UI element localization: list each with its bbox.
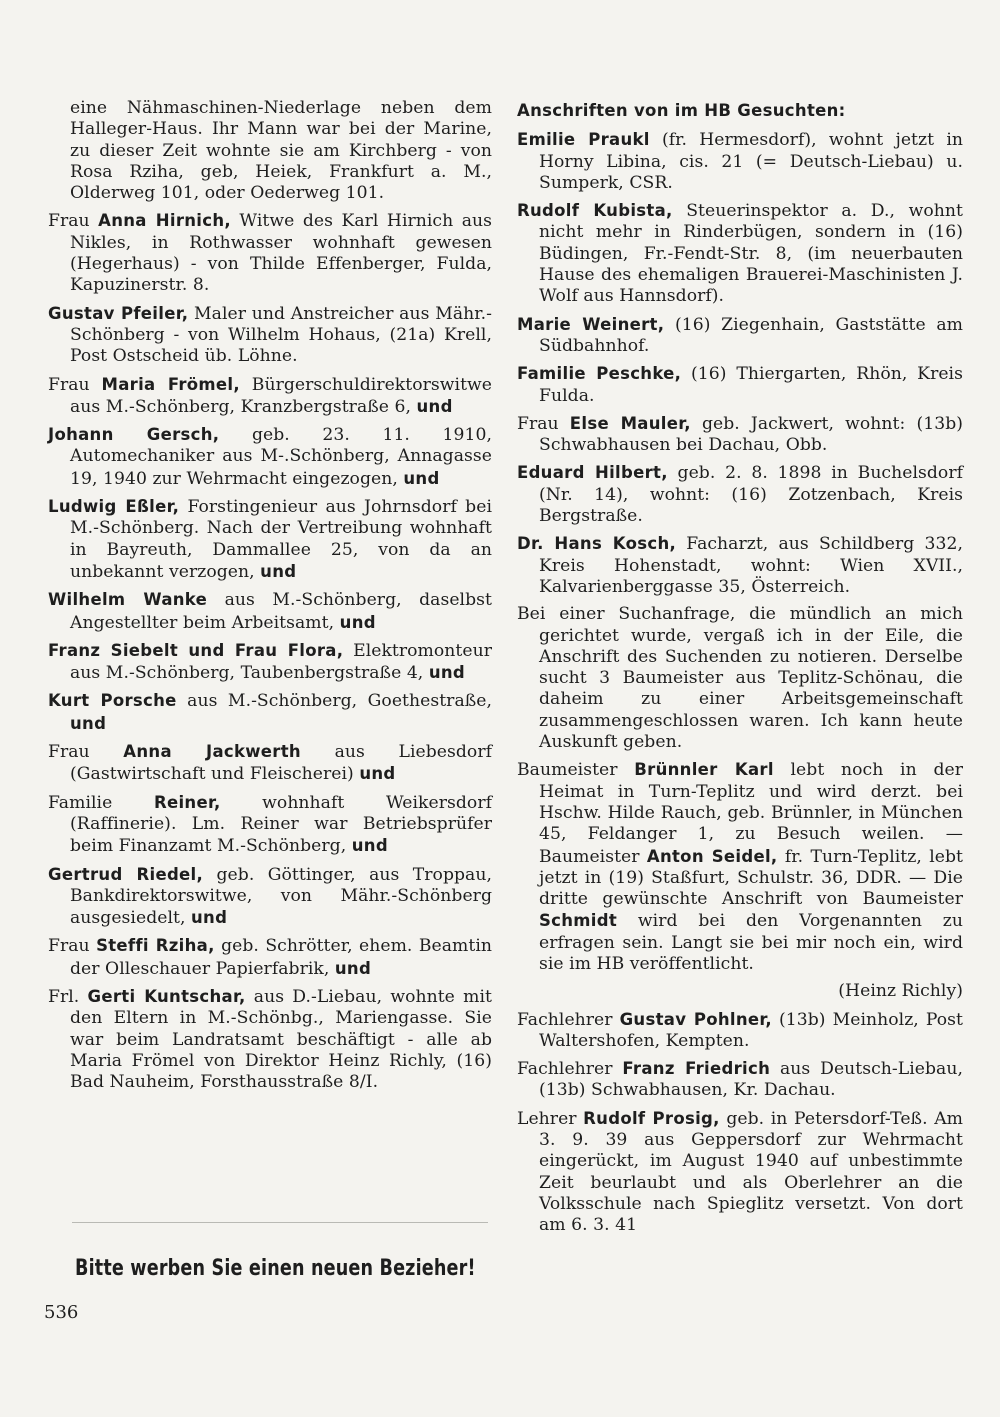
entry: Eduard Hilbert, geb. 2. 8. 1898 in Buchelsdorf (Nr. 14), wohnt: (16) Zotzenbach, Kreis Bergstraße. bbox=[517, 463, 963, 527]
entry: Frau Maria Frömel, Bürgerschuldirektorswitwe aus M.-Schönberg, Kranzbergstraße 6, und bbox=[48, 374, 493, 417]
entry: Kurt Porsche aus M.-Schönberg, Goethestraße, und bbox=[48, 691, 493, 733]
person-name: Anna Jackwerth bbox=[123, 742, 301, 762]
entry: Frau Else Mauler, geb. Jackwert, wohnt: (13b) Schwabhausen bei Dachau, Obb. bbox=[517, 413, 963, 456]
entry: Fachlehrer Franz Friedrich aus Deutsch-Liebau, (13b) Schwabhausen, Kr. Dachau. bbox=[517, 1059, 963, 1101]
person-name: Rudolf Prosig, bbox=[583, 1108, 720, 1128]
person-name: Maria Frömel, bbox=[101, 374, 240, 394]
entry: Franz Siebelt und Frau Flora, Elektromonteur aus M.-Schönberg, Taubenbergstraße 4, und bbox=[48, 640, 492, 684]
person-name: Brünnler Karl bbox=[634, 760, 774, 780]
entry: Gertrud Riedel, geb. Göttinger, aus Troppau, Bankdirektorswitwe, von Mähr.-Schönberg ausgesiedelt, und bbox=[48, 864, 492, 929]
entry: Frau Steffi Rziha, geb. Schrötter, ehem. Beamtin der Olleschauer Papierfabrik, und bbox=[48, 936, 493, 979]
person-name: Reiner, bbox=[153, 792, 221, 812]
divider bbox=[72, 1222, 488, 1223]
person-name: Gustav Pfeiler, bbox=[48, 303, 189, 323]
entry: Marie Weinert, (16) Ziegenhain, Gaststätte am Südbahnhof. bbox=[517, 314, 963, 356]
entry: Lehrer Rudolf Prosig, geb. in Petersdorf-Teß. Am 3. 9. 39 aus Geppersdorf zur Wehrmacht eingerückt, im August 1940 auf unbestimmte Zeit beurlaubt und als Oberlehrer an die Volksschule nach Spieglitz versetzt. Von dort am 6. 3. 41 bbox=[517, 1108, 963, 1236]
entry: Baumeister Brünnler Karl lebt noch in der Heimat in Turn-Teplitz und wird derzt. bei Hschw. Hilde Rauch, geb. Brünnler, in München 45, Feldanger 1, zu Besuch weilen. — Baumeister Anton Seidel, fr. Turn-Teplitz, lebt jetzt in (19) Staßfurt, Schulstr. 36, DDR. — Die dritte gewünschte Anschrift von Baumeister Schmidt wird bei den Vorgenannten zu erfragen sein. Langt sie bei mir noch ein, wird sie im HB veröffentlicht. bbox=[517, 760, 963, 974]
entry: Familie Reiner, wohnhaft Weikersdorf (Raffinerie). Lm. Reiner war Betriebsprüfer beim Finanzamt M.-Schönberg, und bbox=[48, 792, 492, 857]
entry: Gustav Pfeiler, Maler und Anstreicher aus Mähr.-Schönberg - von Wilhelm Hohaus, (21a) Krell, Post Ostscheid üb. Löhne. bbox=[48, 303, 493, 367]
page-number: 536 bbox=[44, 1302, 79, 1323]
entry: Emilie Praukl (fr. Hermesdorf), wohnt jetzt in Horny Libina, cis. 21 (= Deutsch-Liebau) u. Sumperk, CSR. bbox=[517, 130, 963, 193]
person-name: Kurt Porsche bbox=[48, 691, 177, 711]
entry: Frl. Gerti Kuntschar, aus D.-Liebau, wohnte mit den Eltern in M.-Schönbg., Mariengasse. Sie war beim Landratsamt beschäftigt - alle ab Maria Frömel von Direktor Heinz Richly, (16) Bad Nauheim, Forsthausstraße 8/I. bbox=[48, 986, 492, 1093]
person-name: Gustav Pohlner, bbox=[619, 1009, 772, 1029]
person-name: Dr. Hans Kosch, bbox=[517, 534, 677, 554]
left-column bbox=[48, 98, 492, 1099]
person-name: Wilhelm Wanke bbox=[48, 590, 208, 610]
entry: Ludwig Eßler, Forstingenieur aus Johrnsdorf bei M.-Schönberg. Nach der Vertreibung wohnhaft in Bayreuth, Dammallee 25, von da an unbekannt verzogen, und bbox=[48, 497, 492, 582]
person-name: Franz Siebelt und Frau Flora, bbox=[48, 640, 344, 660]
person-name: Eduard Hilbert, bbox=[517, 463, 668, 483]
person-name: Franz Friedrich bbox=[622, 1059, 771, 1079]
signature: (Heinz Richly) bbox=[838, 981, 963, 1002]
entry: Rudolf Kubista, Steuerinspektor a. D., wohnt nicht mehr in Rinderbügen, sondern in (16) Büdingen, Fr.-Fendt-Str. 8, (im neuerbauten Hause des ehemaligen Brauerei-Maschinisten J. Wolf aus Hannsdorf). bbox=[517, 201, 963, 307]
person-name: Anna Hirnich, bbox=[98, 211, 231, 231]
person-name: Familie Peschke, bbox=[517, 364, 682, 384]
entry: Dr. Hans Kosch, Facharzt, aus Schildberg 332, Kreis Hohenstadt, wohnt: Wien XVII., Kalvarienberggasse 35, Österreich. bbox=[517, 534, 963, 597]
entry: Wilhelm Wanke aus M.-Schönberg, daselbst Angestellter beim Arbeitsamt, und bbox=[48, 590, 492, 633]
entry: Frau Anna Hirnich, Witwe des Karl Hirnich aus Nikles, in Rothwasser wohnhaft gewesen (Hegerhaus) - von Thilde Effenberger, Fulda, Kapuzinerstr. 8. bbox=[48, 211, 492, 296]
person-name: Steffi Rziha, bbox=[96, 936, 215, 956]
person-name: Anton Seidel, bbox=[646, 846, 778, 866]
entry: Familie Peschke, (16) Thiergarten, Rhön, Kreis Fulda. bbox=[517, 364, 963, 406]
entry: Frau Anna Jackwerth aus Liebesdorf (Gastwirtschaft und Fleischerei) und bbox=[48, 742, 492, 785]
person-name: Gertrud Riedel, bbox=[48, 864, 204, 884]
right-column bbox=[517, 100, 963, 1243]
person-name: Gerti Kuntschar, bbox=[87, 986, 246, 1006]
person-name: Rudolf Kubista, bbox=[517, 201, 673, 221]
section-heading: Anschriften von im HB Gesuchten: bbox=[517, 101, 846, 120]
paragraph: Bei einer Suchanfrage, die mündlich an mich gerichtet wurde, vergaß ich in der Eile, die Anschrift des Suchenden zu notieren. Derselbe sucht 3 Baumeister aus Teplitz-Schönau, die daheim zu einer Arbeitsgemeinschaft zusammengeschlossen waren. Ich kann heute Auskunft geben. bbox=[517, 604, 963, 753]
paragraph: eine Nähmaschinen-Niederlage neben dem Halleger-Haus. Ihr Mann war bei der Marine, zu dieser Zeit wohnte sie am Kirchberg - von Rosa Rziha, geb, Heiek, Frankfurt a. M., Olderweg 101, oder Oederweg 101. bbox=[70, 98, 492, 204]
person-name: Emilie Praukl bbox=[517, 130, 650, 150]
person-name: Johann Gersch, bbox=[48, 425, 220, 445]
entry: Fachlehrer Gustav Pohlner, (13b) Meinholz, Post Waltershofen, Kempten. bbox=[517, 1009, 963, 1051]
slogan: Bitte werben Sie einen neuen Bezieher! bbox=[75, 1256, 476, 1281]
person-name: Schmidt bbox=[539, 911, 618, 931]
entry: Johann Gersch, geb. 23. 11. 1910, Automechaniker aus M-.Schönberg, Annagasse 19, 1940 zur Wehrmacht eingezogen, und bbox=[48, 425, 492, 489]
person-name: Marie Weinert, bbox=[517, 314, 665, 334]
person-name: Ludwig Eßler, bbox=[48, 497, 180, 517]
person-name: Else Mauler, bbox=[569, 413, 691, 433]
